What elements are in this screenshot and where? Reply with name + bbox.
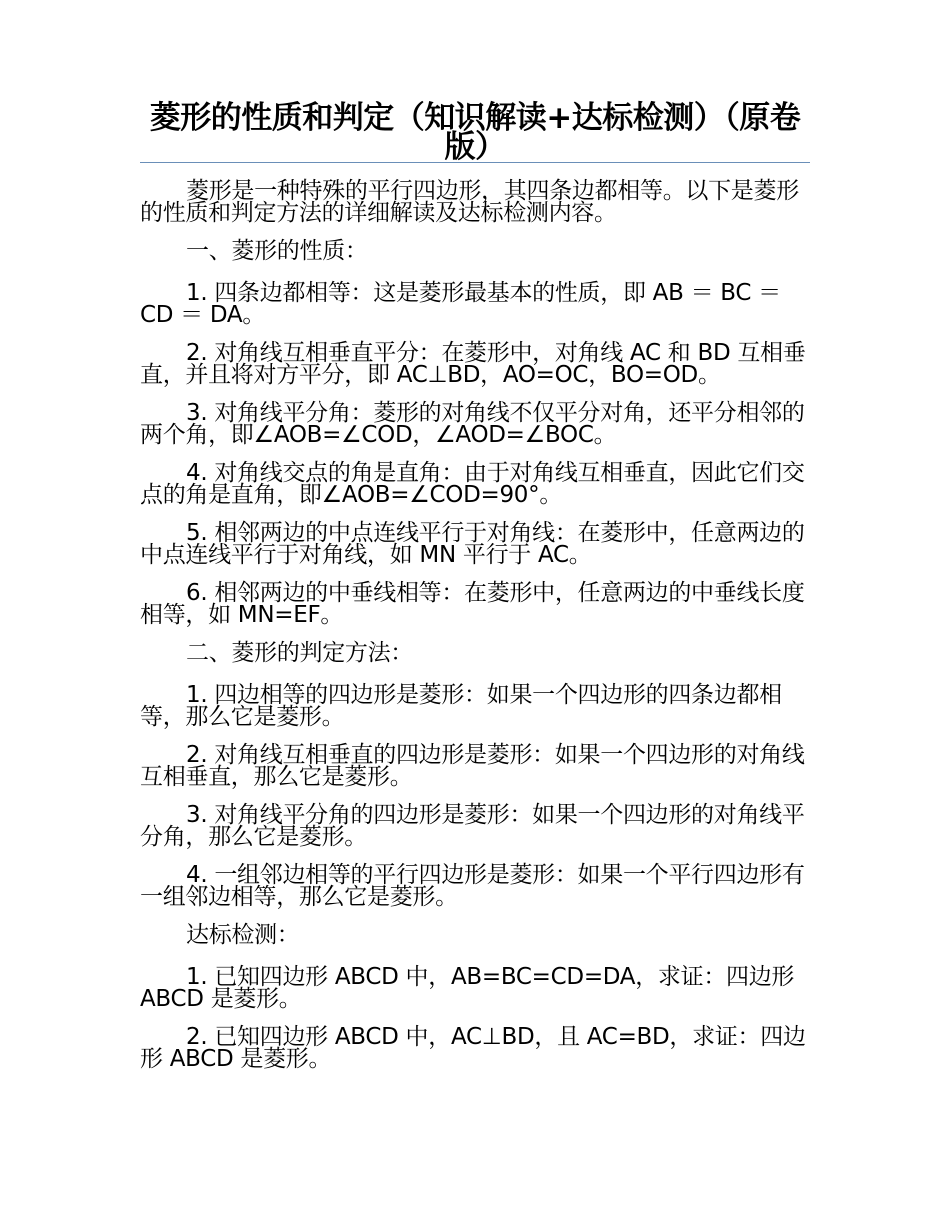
property-item-5: 5. 相邻两边的中点连线平行于对角线：在菱形中，任意两边的中点连线平行于对角线，如 MN 平行于 AC。 [140, 520, 805, 568]
criteria-item-4: 4. 一组邻边相等的平行四边形是菱形：如果一个平行四边形有一组邻边相等，那么它是菱形。 [140, 862, 805, 910]
title-underline [140, 162, 810, 163]
document-title: 菱形的性质和判定（知识解读+达标检测）（原卷版） [149, 100, 801, 165]
section-heading-properties: 一、菱形的性质： [186, 238, 368, 264]
test-item-2: 2. 已知四边形 ABCD 中，AC⊥BD，且 AC=BD，求证：四边形 ABCD 是菱形。 [140, 1024, 806, 1072]
criteria-item-2: 2. 对角线互相垂直的四边形是菱形：如果一个四边形的对角线互相垂直，那么它是菱形。 [140, 742, 805, 790]
property-item-1: 1. 四条边都相等：这是菱形最基本的性质，即 AB ＝ BC ＝ CD ＝ DA。 [140, 280, 781, 328]
property-item-2: 2. 对角线互相垂直平分：在菱形中，对角线 AC 和 BD 互相垂直，并且将对方平分，即 AC⊥BD，AO=OC，BO=OD。 [140, 340, 806, 388]
intro-paragraph: 菱形是一种特殊的平行四边形，其四条边都相等。以下是菱形的性质和判定方法的详细解读及达标检测内容。 [140, 178, 799, 226]
property-item-6: 6. 相邻两边的中垂线相等：在菱形中，任意两边的中垂线长度相等，如 MN=EF。 [140, 580, 805, 628]
section-heading-criteria: 二、菱形的判定方法： [186, 640, 414, 666]
property-item-3: 3. 对角线平分角：菱形的对角线不仅平分对角，还平分相邻的两个角，即∠AOB=∠COD，∠AOD=∠BOC。 [140, 400, 805, 448]
document-body [140, 180, 810, 1086]
section-heading-test: 达标检测： [186, 922, 300, 948]
criteria-item-1: 1. 四边相等的四边形是菱形：如果一个四边形的四条边都相等，那么它是菱形。 [140, 682, 782, 730]
property-item-4: 4. 对角线交点的角是直角：由于对角线互相垂直，因此它们交点的角是直角，即∠AOB=∠COD=90°。 [140, 460, 805, 508]
criteria-item-3: 3. 对角线平分角的四边形是菱形：如果一个四边形的对角线平分角，那么它是菱形。 [140, 802, 805, 850]
test-item-1: 1. 已知四边形 ABCD 中，AB=BC=CD=DA，求证：四边形 ABCD 是菱形。 [140, 964, 795, 1012]
